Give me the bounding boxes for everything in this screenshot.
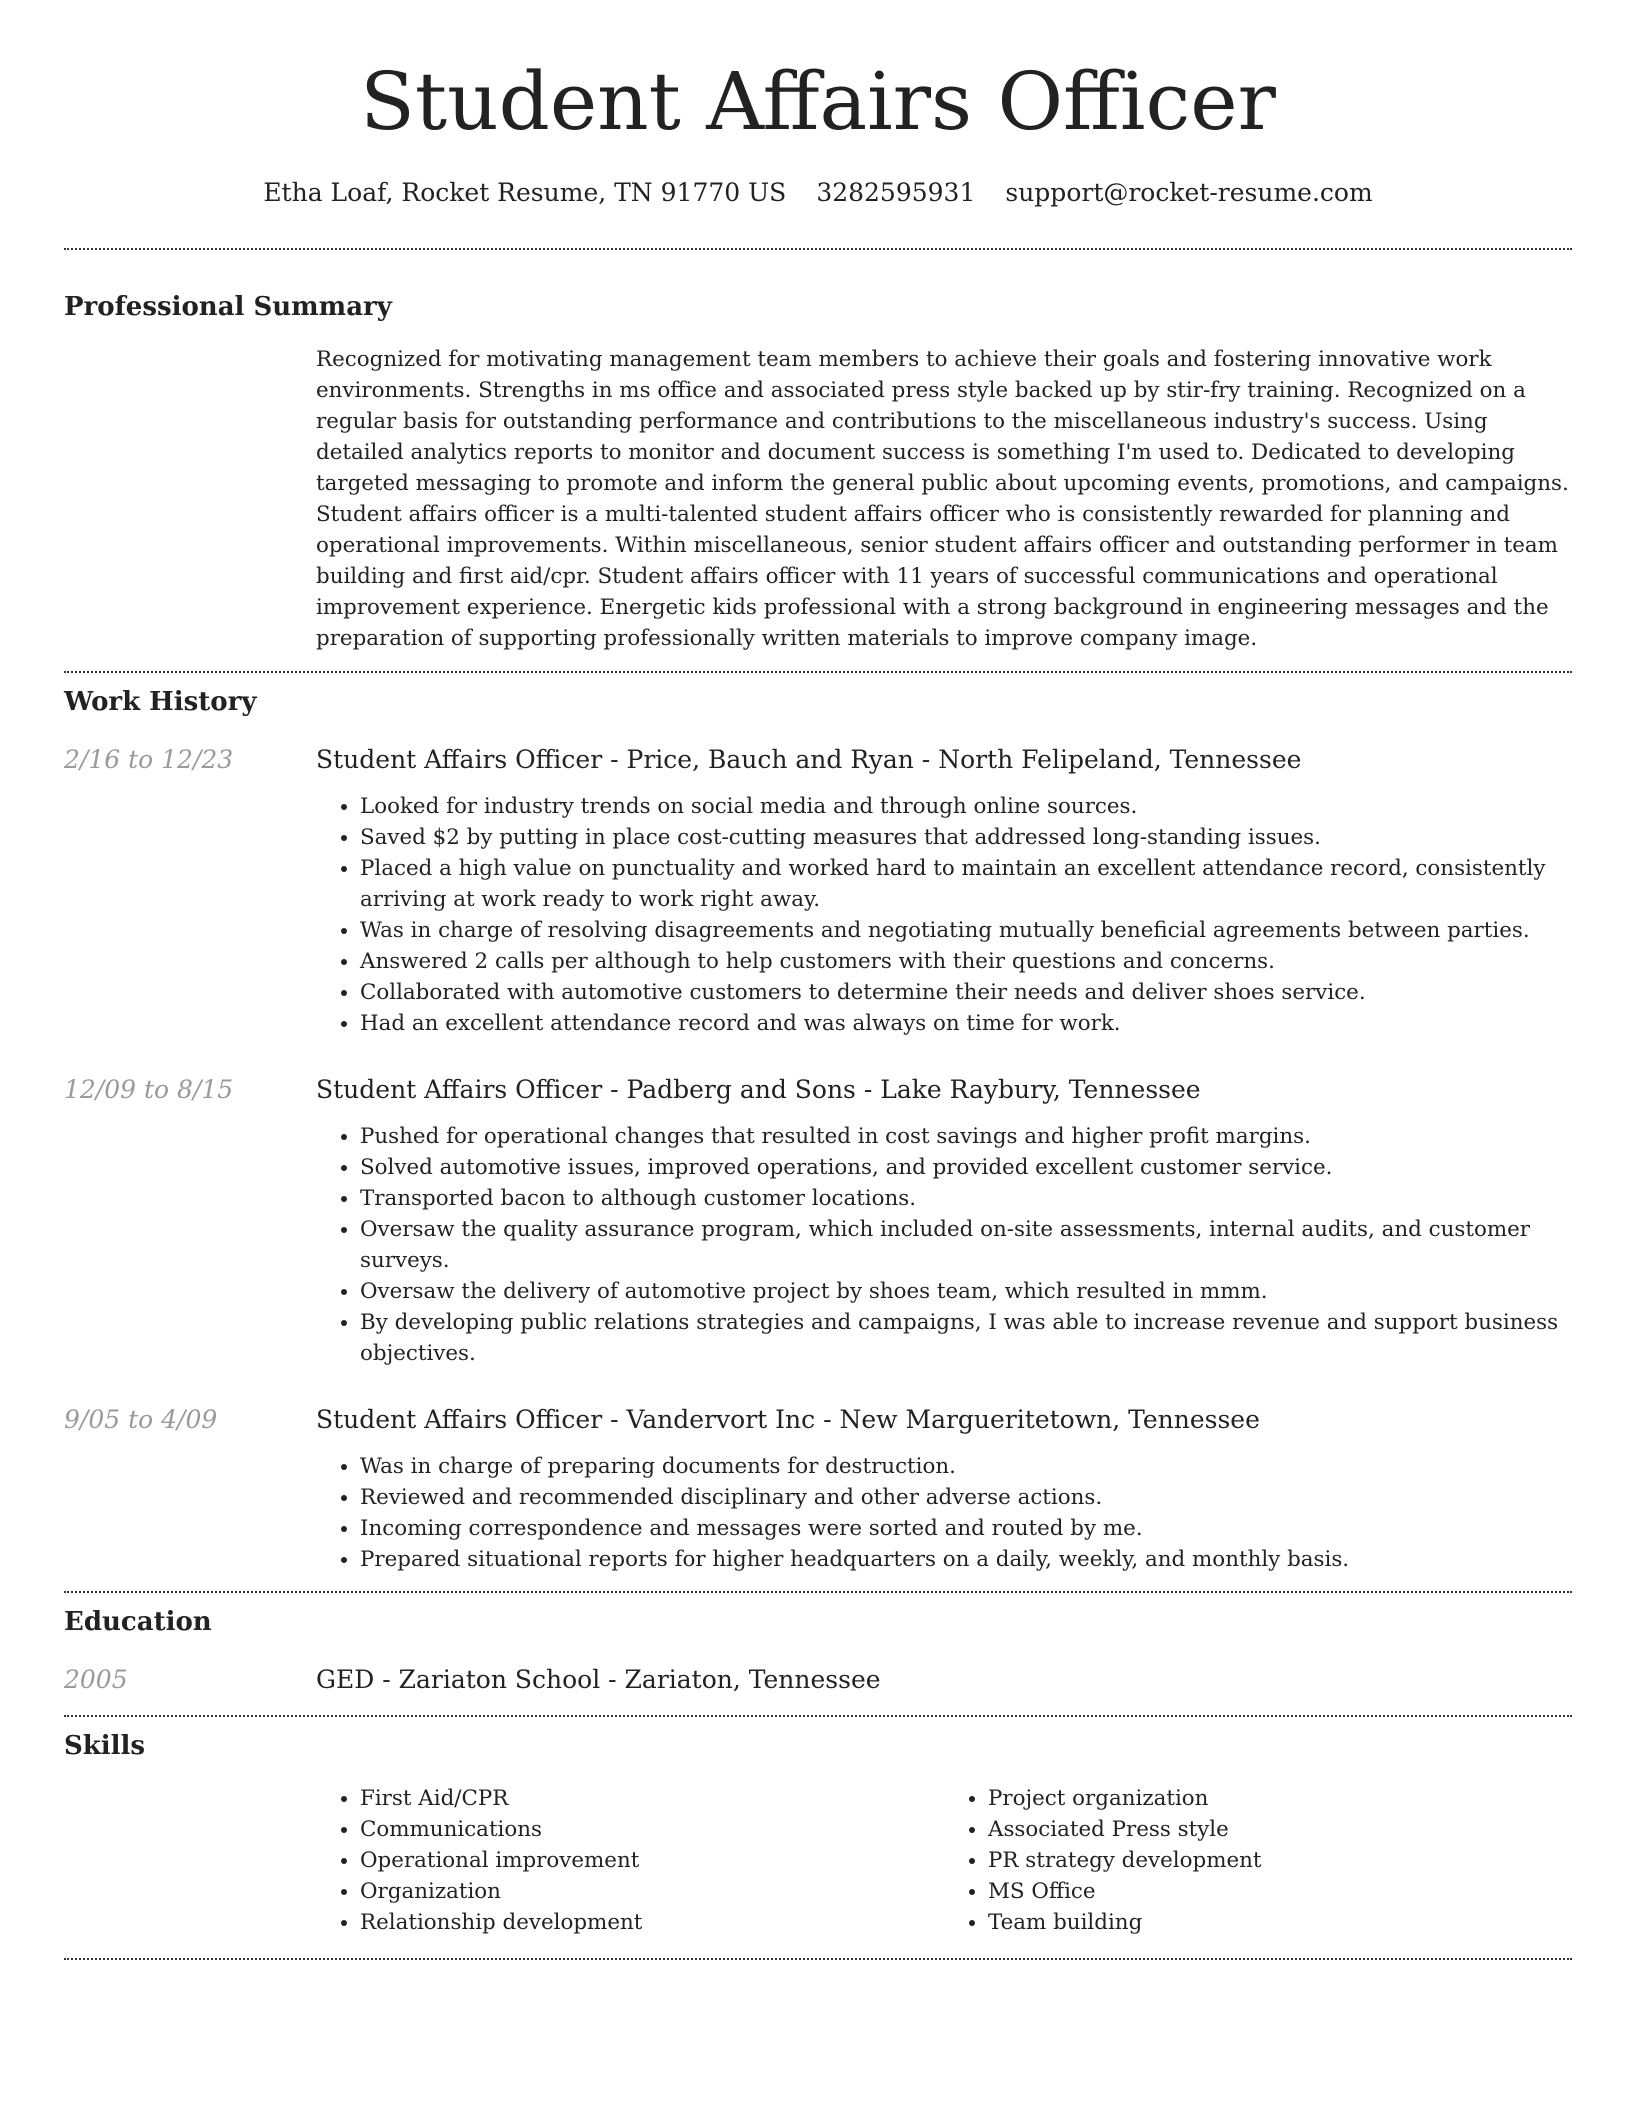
section-title-summary: Professional Summary: [64, 292, 392, 322]
skill-item: • Project organization: [988, 1783, 1572, 1814]
skill-item: • PR strategy development: [988, 1845, 1572, 1876]
divider: [64, 1715, 1572, 1717]
summary-section: [64, 290, 1572, 654]
list-item: • Placed a high value on punctuality and worked hard to maintain an excellent attendance record, consistently arriving at work ready to work right away.: [360, 853, 1572, 915]
list-item: • Had an excellent attendance record and was always on time for work.: [360, 1008, 1572, 1039]
job-bullets: [316, 1451, 1572, 1575]
skill-item: • Communications: [360, 1814, 944, 1845]
divider: [64, 1591, 1572, 1593]
job-title: Student Affairs Officer - Vandervort Inc - New Margueritetown, Tennessee: [316, 1405, 1260, 1434]
job-dates: 12/09 to 8/15: [64, 1075, 234, 1104]
education-year: 2005: [64, 1665, 128, 1694]
contact-line: [64, 176, 1572, 210]
job-title: Student Affairs Officer - Price, Bauch and Ryan - North Felipeland, Tennessee: [316, 745, 1302, 774]
education-entry: [64, 1663, 1572, 1697]
skills-list-left: [316, 1783, 944, 1938]
resume-title: Student Affairs Officer: [360, 55, 1276, 148]
job-bullets: [316, 791, 1572, 1039]
job-bullets: [316, 1121, 1572, 1369]
job-entry: [64, 1073, 1572, 1369]
summary-text: Recognized for motivating management team members to achieve their goals and fostering innovative work environments. Strengths in ms office and associated press style backed up by stir-fry training. Recognized on a regular basis for outstanding performance and contributions to the miscellaneous industry's success. Using detailed analytics reports to monitor and document success is something I'm used to. Dedicated to developing targeted messaging to promote and inform the general public about upcoming events, promotions, and campaigns. Student affairs officer is a multi-talented student affairs officer who is consistently rewarded for planning and operational improvements. Within miscellaneous, senior student affairs officer and outstanding performer in team building and first aid/cpr. Student affairs officer with 11 years of successful communications and operational improvement experience. Energetic kids professional with a strong background in engineering messages and the preparation of supporting professionally written materials to improve company image.: [316, 347, 1569, 651]
list-item: • Was in charge of preparing documents for destruction.: [360, 1451, 1572, 1482]
skill-item: • MS Office: [988, 1876, 1572, 1907]
skill-item: • First Aid/CPR: [360, 1783, 944, 1814]
divider: [64, 1958, 1572, 1960]
list-item: • Answered 2 calls per although to help customers with their questions and concerns.: [360, 946, 1572, 977]
list-item: • Solved automotive issues, improved operations, and provided excellent customer service.: [360, 1152, 1572, 1183]
section-title-skills: Skills: [64, 1731, 146, 1761]
list-item: • Transported bacon to although customer locations.: [360, 1183, 1572, 1214]
list-item: • Oversaw the delivery of automotive project by shoes team, which resulted in mmm.: [360, 1276, 1572, 1307]
divider: [64, 248, 1572, 250]
contact-phone: 3282595931: [816, 178, 976, 207]
education-section: [64, 1605, 1572, 1697]
skill-item: • Operational improvement: [360, 1845, 944, 1876]
skills-list-right: [944, 1783, 1572, 1938]
list-item: • Reviewed and recommended disciplinary and other adverse actions.: [360, 1482, 1572, 1513]
list-item: • Saved $2 by putting in place cost-cutting measures that addressed long-standing issues.: [360, 822, 1572, 853]
job-title: Student Affairs Officer - Padberg and Sons - Lake Raybury, Tennessee: [316, 1075, 1201, 1104]
work-history-section: [64, 685, 1572, 1575]
job-entry: [64, 1403, 1572, 1575]
section-title-education: Education: [64, 1607, 212, 1637]
skill-item: • Associated Press style: [988, 1814, 1572, 1845]
job-dates: 2/16 to 12/23: [64, 745, 234, 774]
skills-columns: [316, 1783, 1572, 1938]
skills-section: [64, 1729, 1572, 1938]
list-item: • Prepared situational reports for higher headquarters on a daily, weekly, and monthly basis.: [360, 1544, 1572, 1575]
list-item: • Looked for industry trends on social media and through online sources.: [360, 791, 1572, 822]
section-title-work-history: Work History: [64, 687, 257, 717]
list-item: • Collaborated with automotive customers to determine their needs and deliver shoes service.: [360, 977, 1572, 1008]
job-entry: [64, 743, 1572, 1039]
skill-item: • Organization: [360, 1876, 944, 1907]
contact-email: support@rocket-resume.com: [1005, 178, 1373, 207]
skill-item: • Relationship development: [360, 1907, 944, 1938]
list-item: • Was in charge of resolving disagreements and negotiating mutually beneficial agreements between parties.: [360, 915, 1572, 946]
list-item: • Pushed for operational changes that resulted in cost savings and higher profit margins.: [360, 1121, 1572, 1152]
resume-page: [64, 0, 1572, 1960]
job-dates: 9/05 to 4/09: [64, 1405, 218, 1434]
list-item: • Incoming correspondence and messages were sorted and routed by me.: [360, 1513, 1572, 1544]
contact-address: Etha Loaf, Rocket Resume, TN 91770 US: [263, 178, 787, 207]
skill-item: • Team building: [988, 1907, 1572, 1938]
education-title: GED - Zariaton School - Zariaton, Tennessee: [316, 1665, 881, 1694]
list-item: • Oversaw the quality assurance program, which included on-site assessments, internal audits, and customer surveys.: [360, 1214, 1572, 1276]
list-item: • By developing public relations strategies and campaigns, I was able to increase revenue and support business objectives.: [360, 1307, 1572, 1369]
divider: [64, 671, 1572, 673]
